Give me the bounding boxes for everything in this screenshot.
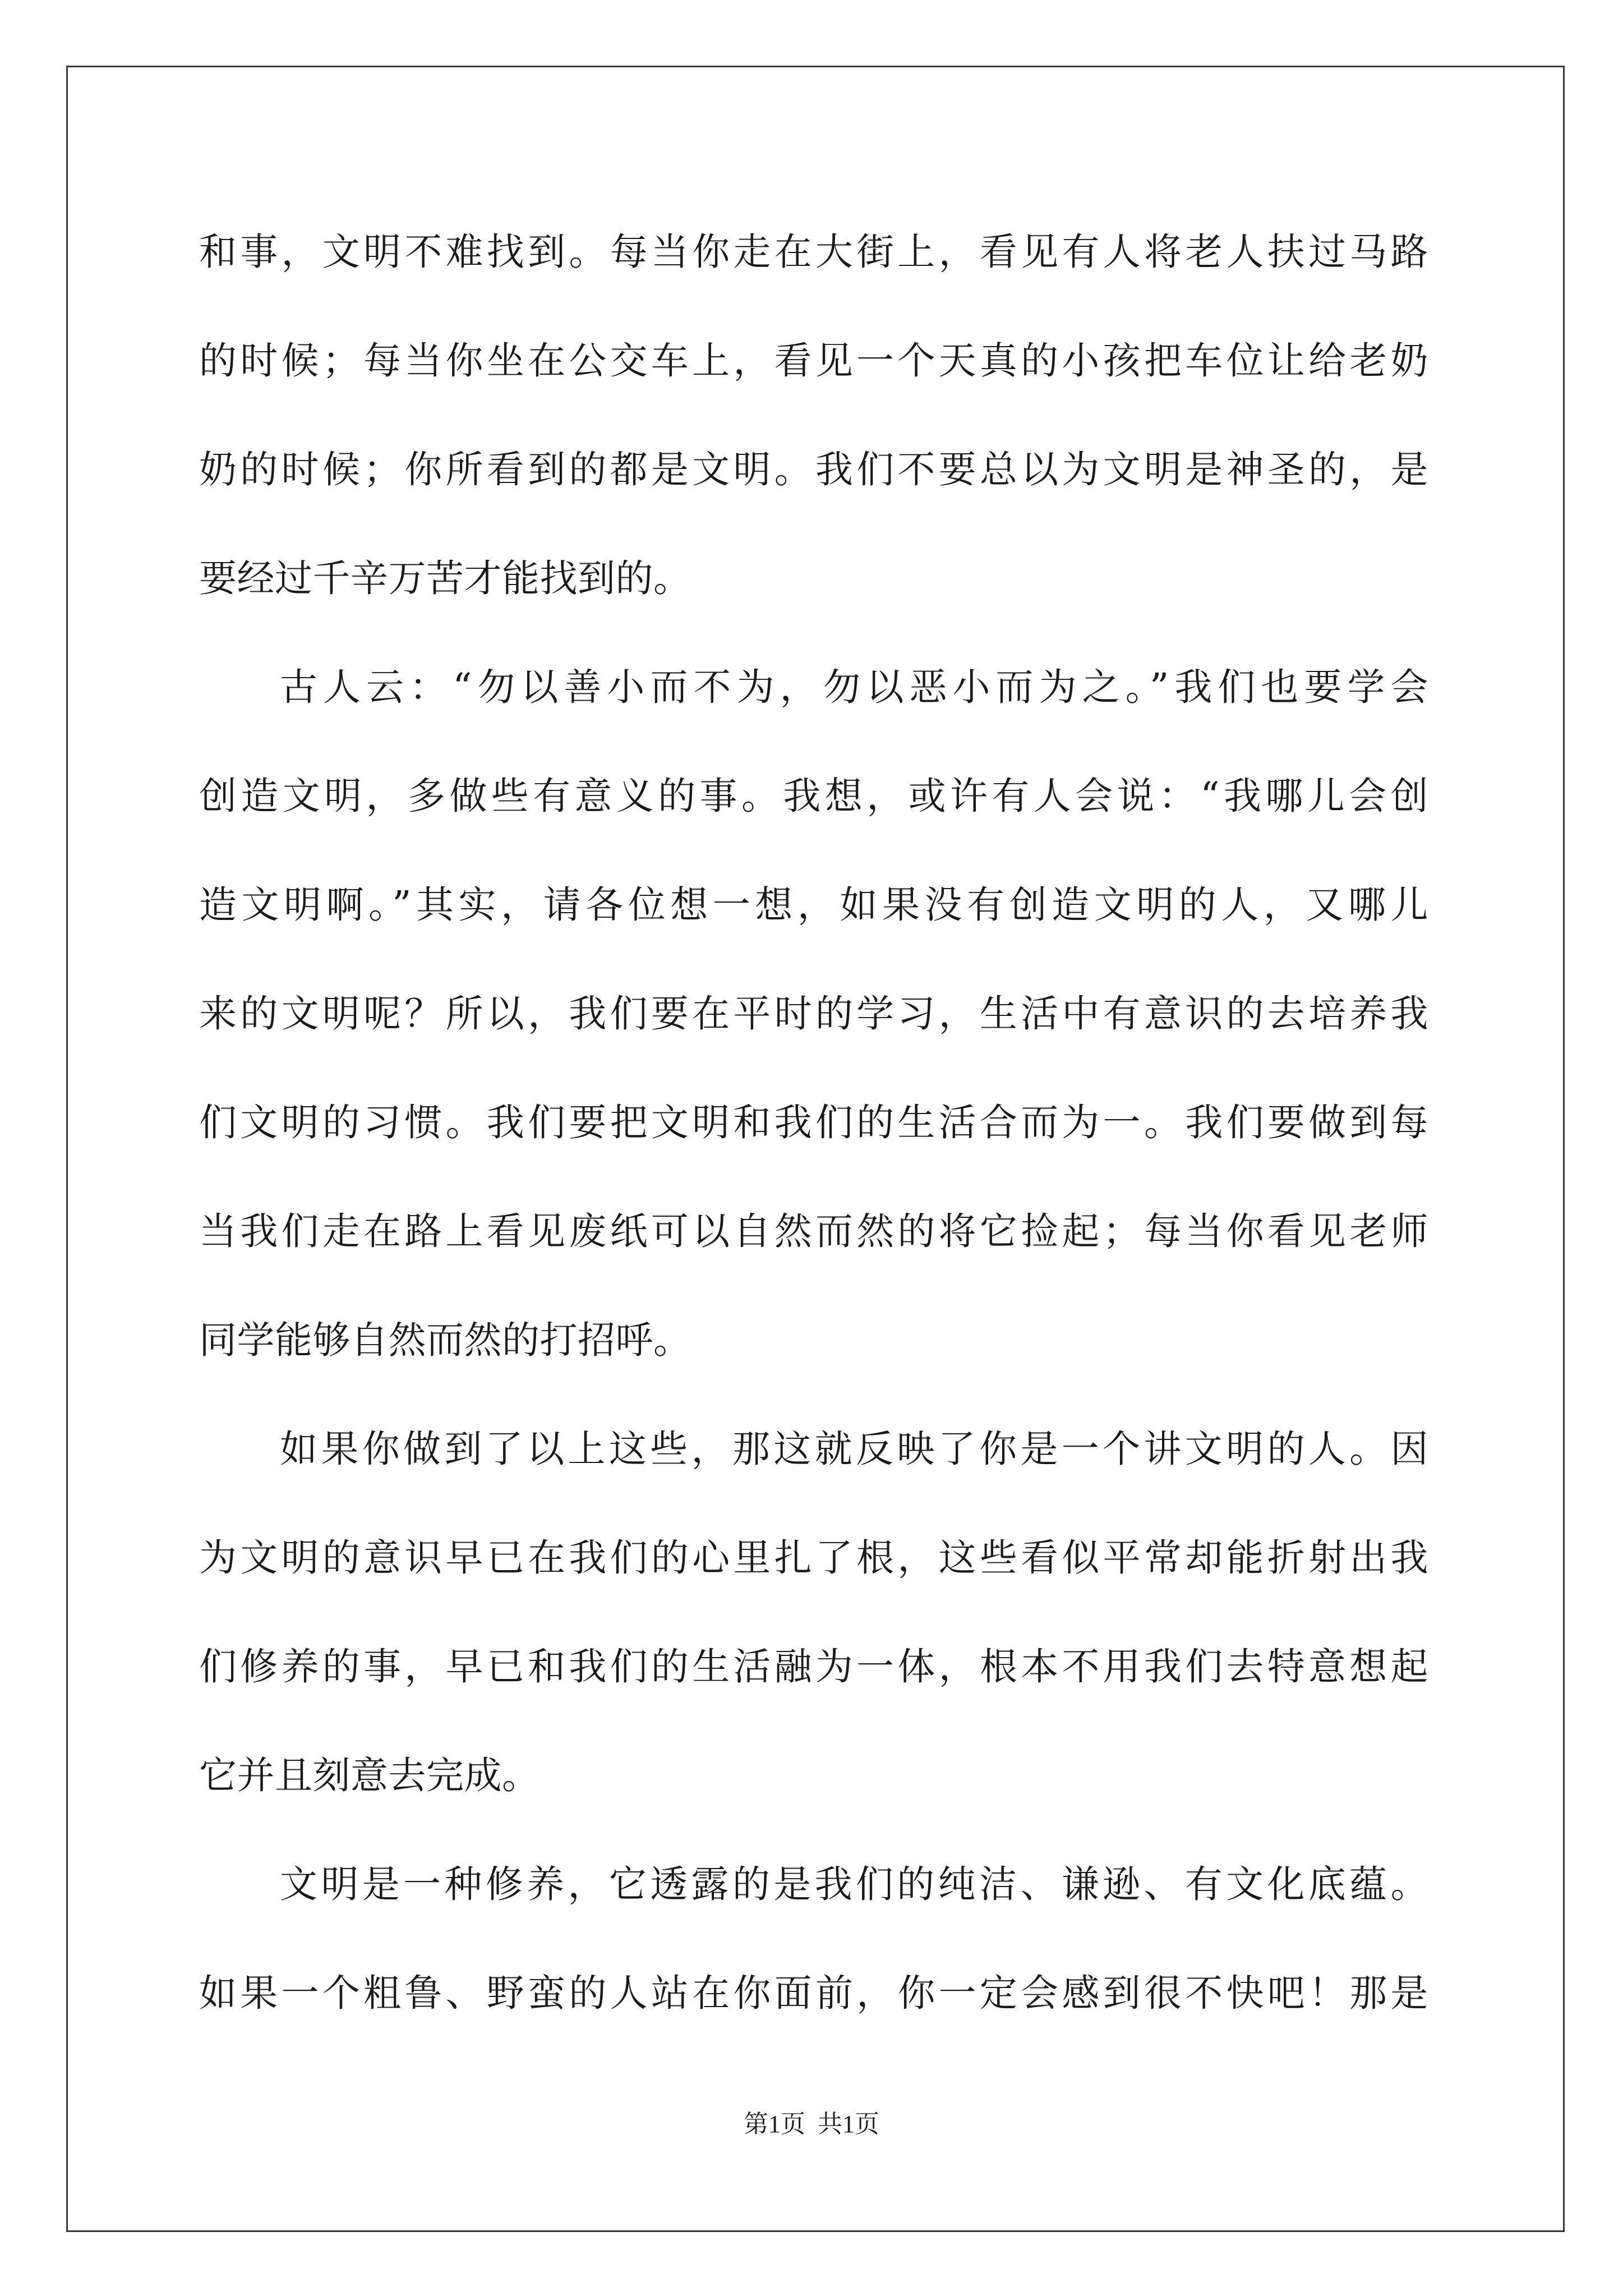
text-line: 来的文明呢？所以，我们要在平时的学习，生活中有意识的去培养我 bbox=[199, 992, 1428, 1036]
text-line: 文明是一种修养，它透露的是我们的纯洁、谦逊、有文化底蕴。 bbox=[280, 1862, 1428, 1906]
text-line: 古人云：“勿以善小而不为，勿以恶小而为之。”我们也要学会 bbox=[280, 665, 1428, 709]
text-line: 造文明啊。”其实，请各位想一想，如果没有创造文明的人，又哪儿 bbox=[199, 883, 1428, 927]
text-line: 们修养的事，早已和我们的生活融为一体，根本不用我们去特意想起 bbox=[199, 1645, 1428, 1688]
text-line: 奶的时候；你所看到的都是文明。我们不要总以为文明是神圣的，是 bbox=[199, 448, 1428, 491]
text-line: 和事，文明不难找到。每当你走在大街上，看见有人将老人扶过马路 bbox=[199, 230, 1428, 274]
text-line: 要经过千辛万苦才能找到的。 bbox=[199, 556, 691, 600]
text-line: 当我们走在路上看见废纸可以自然而然的将它捡起；每当你看见老师 bbox=[199, 1209, 1428, 1253]
page-number-footer: 第1页 共1页 bbox=[744, 2110, 879, 2138]
text-line: 们文明的习惯。我们要把文明和我们的生活合而为一。我们要做到每 bbox=[199, 1101, 1428, 1144]
text-line: 的时候；每当你坐在公交车上，看见一个天真的小孩把车位让给老奶 bbox=[199, 339, 1428, 383]
text-line: 如果一个粗鲁、野蛮的人站在你面前，你一定会感到很不快吧！那是 bbox=[199, 1971, 1428, 2015]
text-line: 它并且刻意去完成。 bbox=[199, 1754, 540, 1797]
text-line: 创造文明，多做些有意义的事。我想，或许有人会说：“我哪儿会创 bbox=[199, 774, 1428, 818]
document-body bbox=[199, 220, 1428, 2070]
text-line: 同学能够自然而然的打招呼。 bbox=[199, 1318, 691, 1362]
text-line: 如果你做到了以上这些，那这就反映了你是一个讲文明的人。因 bbox=[280, 1427, 1428, 1471]
text-line: 为文明的意识早已在我们的心里扎了根，这些看似平常却能折射出我 bbox=[199, 1536, 1428, 1580]
